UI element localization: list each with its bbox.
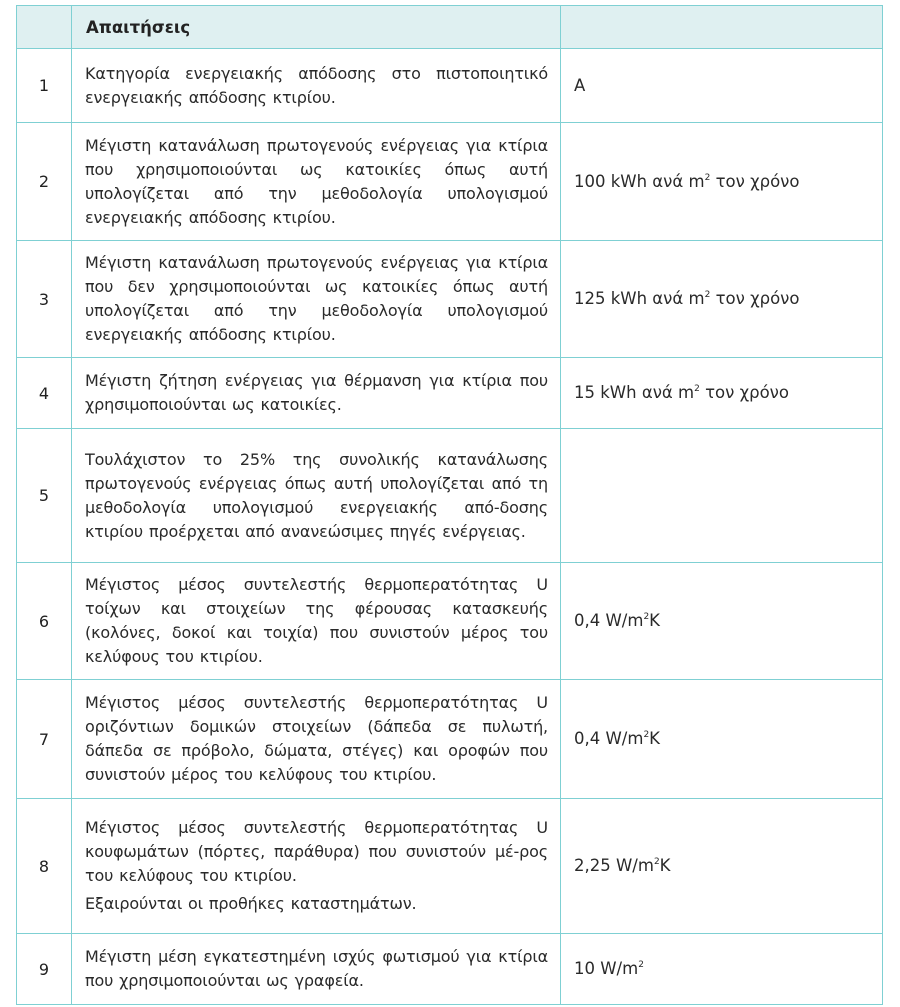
row-number: 1: [17, 49, 72, 123]
row-value: [561, 429, 883, 563]
row-description: [72, 123, 561, 241]
table-row: [17, 49, 883, 123]
row-description: [72, 241, 561, 358]
header-row: [17, 6, 883, 49]
header-requirements-cell: Απαιτήσεις: [72, 6, 561, 49]
value-suffix: K: [649, 729, 660, 748]
row-number: 8: [17, 799, 72, 934]
row-number: 7: [17, 680, 72, 799]
row-number: 3: [17, 241, 72, 358]
value-text: A: [574, 75, 586, 95]
description-paragraph: Μέγιστη ζήτηση ενέργειας για θέρμανση για κτίρια που χρησιμοποιούνται ως κατοικίες.: [85, 371, 548, 414]
value-suffix: τον χρόνο: [710, 171, 800, 191]
description-paragraph: Μέγιστη κατανάλωση πρωτογενούς ενέργειας για κτίρια που χρησιμοποιούνται ως κατοικίες όπως αυτή υπολογίζεται από την μεθοδολογία υπολογισμού ενεργειακής απόδοσης κτιρίου.: [85, 135, 548, 227]
description-paragraph: Μέγιστη κατανάλωση πρωτογενούς ενέργειας για κτίρια που δεν χρησιμοποιούνται ως κατοικίες όπως αυτή υπολογίζεται από την μεθοδολογία υπολογισμού ενεργειακής απόδοσης κτιρίου.: [85, 253, 548, 344]
value-superscript: 2: [643, 730, 650, 740]
row-value: [561, 799, 883, 934]
value-suffix: K: [649, 611, 660, 630]
row-value: [561, 680, 883, 799]
value-text: 0,4 W/m: [574, 611, 644, 630]
value-text: 10 W/m: [574, 959, 639, 978]
row-value: [561, 241, 883, 358]
row-number: 2: [17, 123, 72, 241]
row-number: 4: [17, 358, 72, 429]
row-description: [72, 429, 561, 563]
table-header: [17, 6, 883, 49]
table-row: [17, 934, 883, 1005]
row-number: 6: [17, 563, 72, 680]
description-paragraph: Μέγιστος μέσος συντελεστής θερμοπερατότητας U κουφωμάτων (πόρτες, παράθυρα) που συνιστούν μέ-ρος του κελύφους του κτιρίου.: [85, 818, 548, 885]
value-text: 15 kWh ανά m: [574, 383, 695, 402]
description-note: Εξαιρούνται οι προθήκες καταστημάτων.: [85, 894, 417, 913]
row-value: [561, 358, 883, 429]
header-value-cell: [561, 6, 883, 49]
description-paragraph: Μέγιστος μέσος συντελεστής θερμοπερατότητας U οριζόντιων δομικών στοιχείων (δάπεδα σε πυλωτή, δάπεδα σε πρόβολο, δώματα, στέγες) και οροφών που συνιστούν μέρος του κελύφους του κτιρίου.: [85, 693, 548, 784]
value-suffix: τον χρόνο: [710, 289, 800, 308]
description-paragraph: Κατηγορία ενεργειακής απόδοσης στο πιστοποιητικό ενεργειακής απόδοσης κτιρίου.: [85, 63, 548, 107]
row-description: [72, 934, 561, 1005]
row-number: 5: [17, 429, 72, 563]
value-suffix: K: [659, 856, 671, 875]
requirements-table: [16, 5, 883, 1005]
value-superscript: 2: [704, 290, 711, 300]
description-paragraph: Μέγιστος μέσος συντελεστής θερμοπερατότητας U τοίχων και στοιχείων της φέρουσας κατασκευής (κολόνες, δοκοί και τοιχία) που συνιστούν μέρος του κελύφους του κτιρίου.: [85, 575, 548, 666]
table-row: [17, 563, 883, 680]
table-row: [17, 358, 883, 429]
table-row: [17, 123, 883, 241]
description-paragraph: Μέγιστη μέση εγκατεστημένη ισχύς φωτισμού για κτίρια που χρησιμοποιούνται ως γραφεία.: [85, 947, 548, 990]
table-row: [17, 241, 883, 358]
table-body: [17, 49, 883, 1005]
table-row: [17, 799, 883, 934]
row-description: [72, 358, 561, 429]
value-superscript: 2: [653, 857, 660, 867]
header-number-cell: [17, 6, 72, 49]
description-paragraph: Τουλάχιστον το 25% της συνολικής κατανάλωσης πρωτογενούς ενέργειας όπως αυτή υπολογίζεται από τη μεθοδολογία υπολογισμού ενεργειακής από-δοσης κτιρίου προέρχεται από ανανεώσιμες πηγές ενέργειας.: [85, 449, 548, 541]
value-superscript: 2: [694, 384, 700, 394]
row-value: [561, 934, 883, 1005]
row-description: [72, 799, 561, 934]
value-superscript: 2: [704, 172, 711, 183]
value-text: 125 kWh ανά m: [574, 289, 705, 308]
row-number: 9: [17, 934, 72, 1005]
value-suffix: τον χρόνο: [699, 383, 789, 402]
row-value: [561, 123, 883, 241]
row-value: [561, 563, 883, 680]
row-description: [72, 49, 561, 123]
table-row: [17, 429, 883, 563]
value-text: 2,25 W/m: [574, 856, 654, 875]
value-text: 100 kWh ανά m: [574, 171, 705, 191]
value-superscript: 2: [643, 612, 650, 622]
table-row: [17, 680, 883, 799]
value-superscript: 2: [638, 960, 644, 970]
row-description: [72, 680, 561, 799]
row-value: [561, 49, 883, 123]
row-description: [72, 563, 561, 680]
value-text: 0,4 W/m: [574, 729, 644, 748]
